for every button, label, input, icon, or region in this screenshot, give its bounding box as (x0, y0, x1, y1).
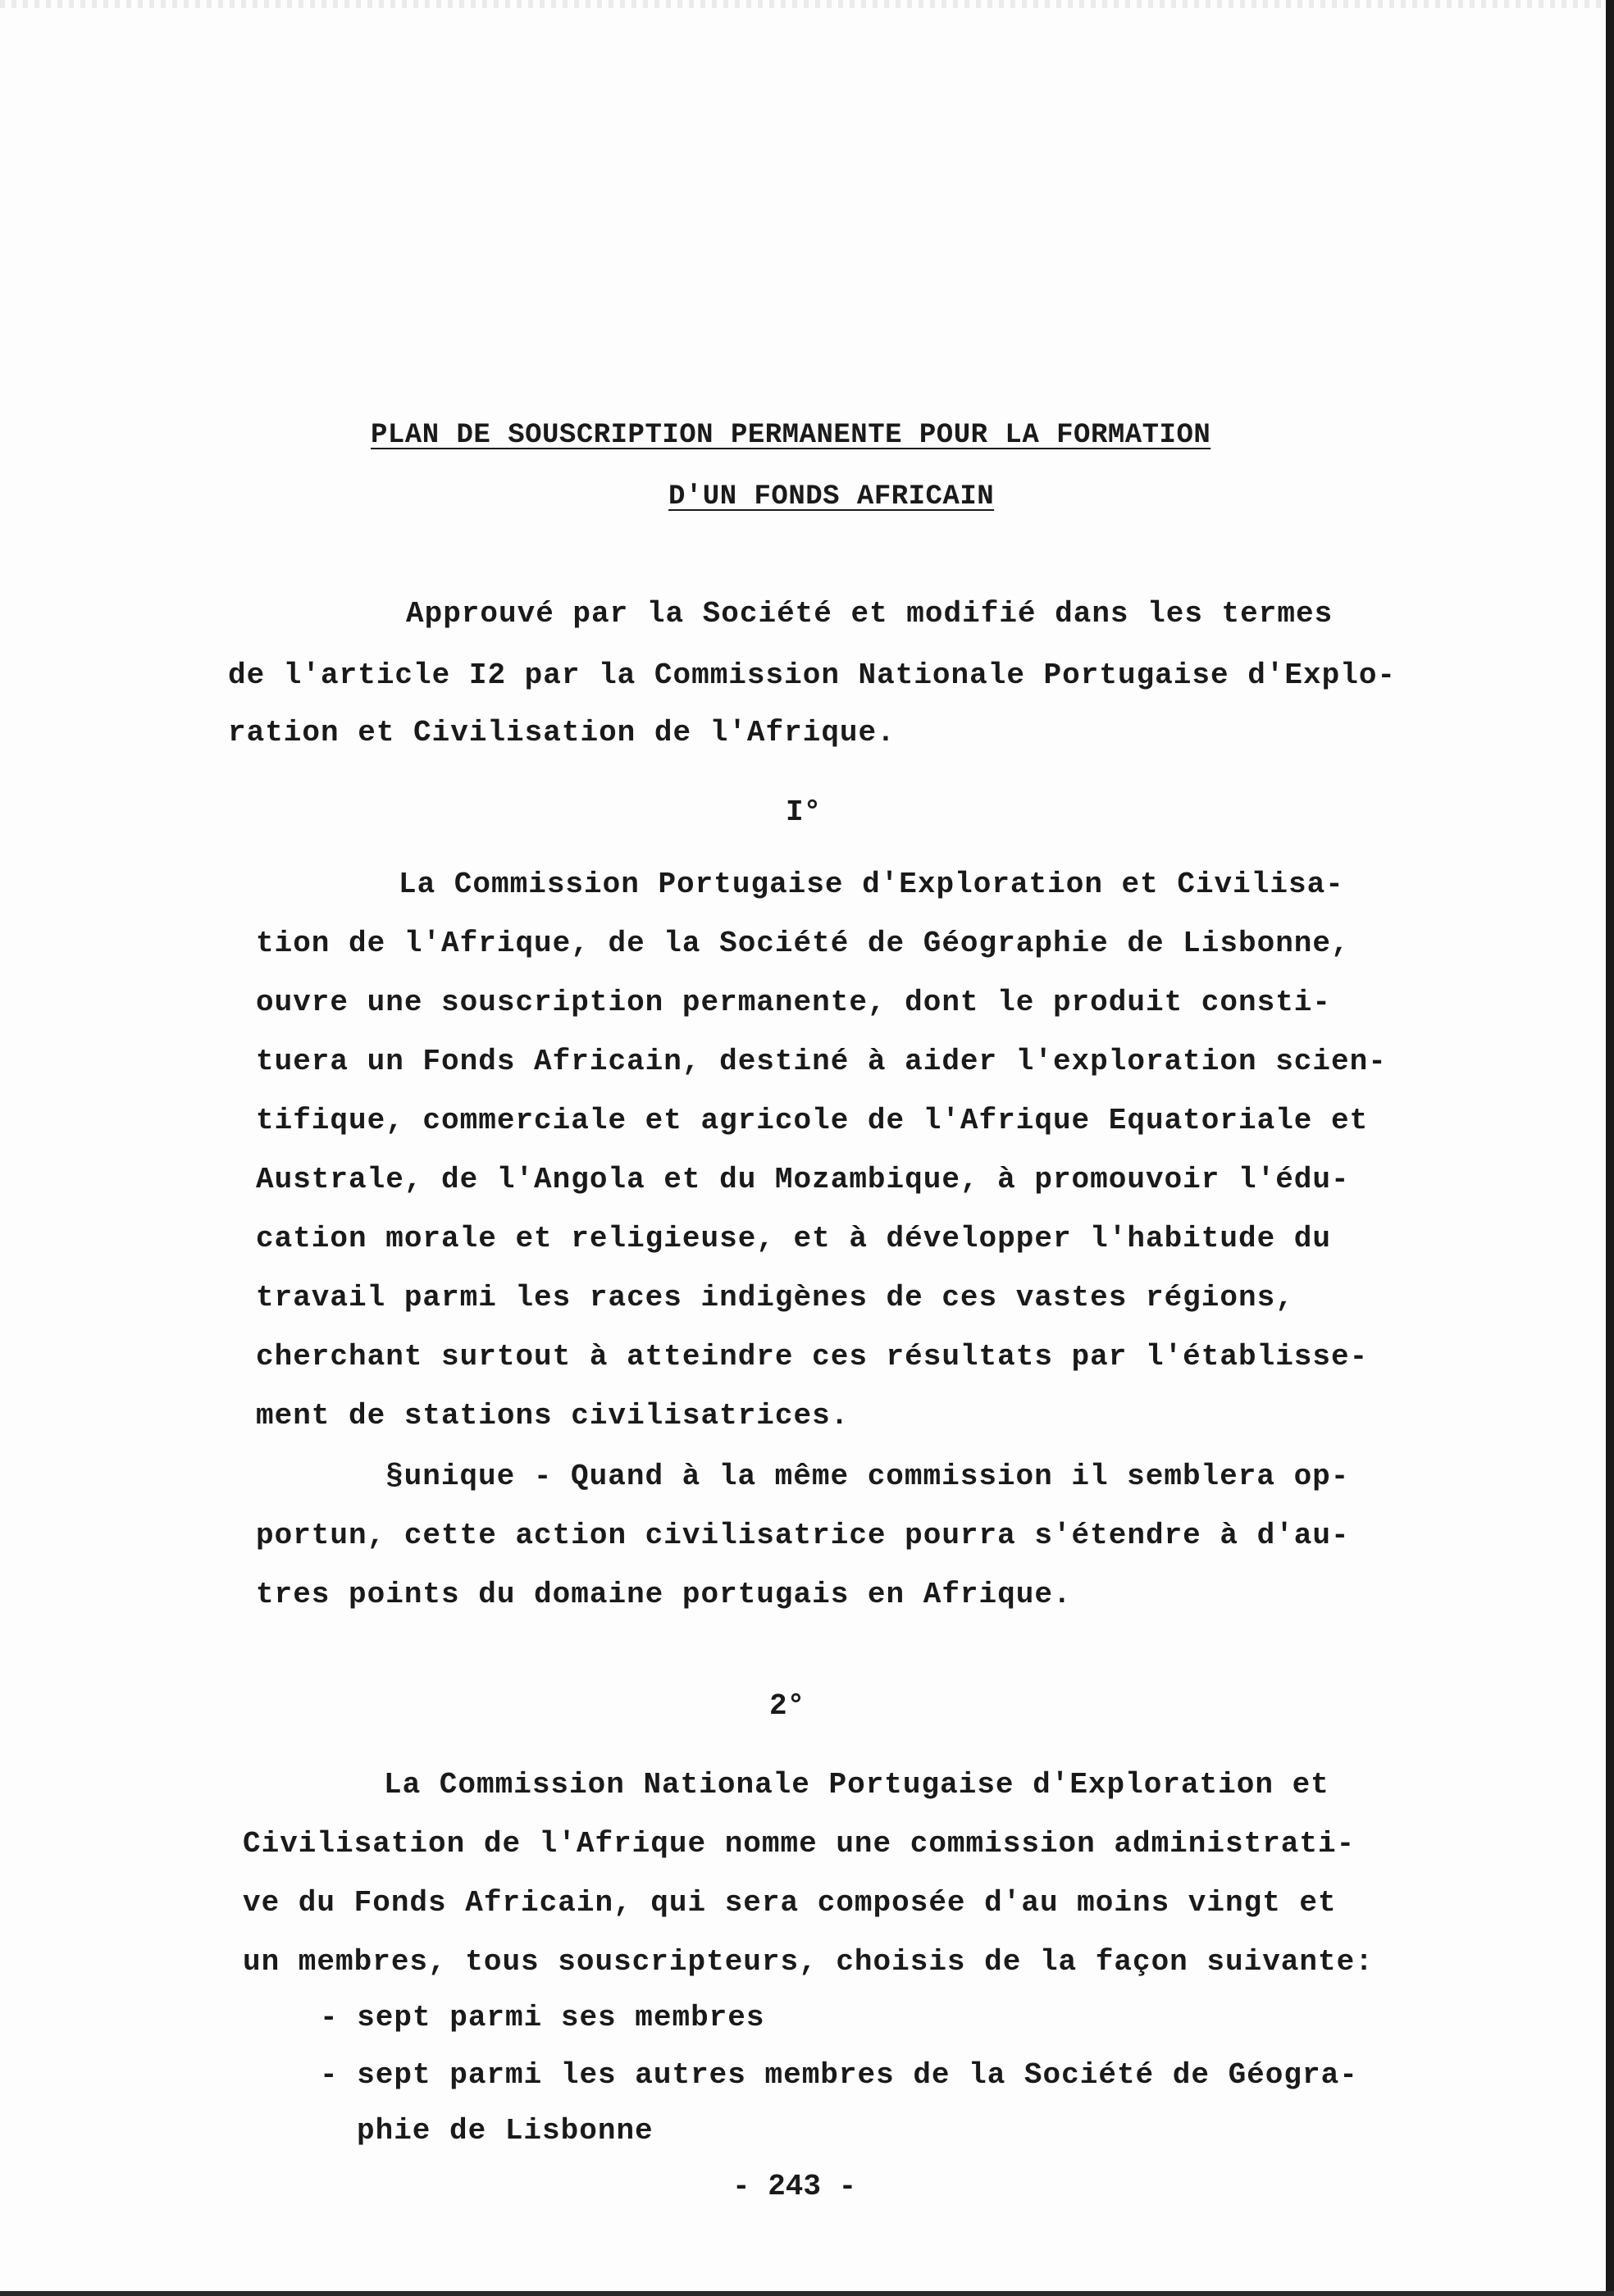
article-1-line-8: travail parmi les races indigènes de ces vastes régions, (256, 1281, 1294, 1314)
article-1-line-7: cation morale et religieuse, et à développer l'habitude du (256, 1222, 1332, 1255)
article-1-line-3: ouvre une souscription permanente, dont le produit consti- (256, 986, 1332, 1019)
article-2-number: 2° (769, 1689, 805, 1723)
document-title-line-1: PLAN DE SOUSCRIPTION PERMANENTE POUR LA FORMATION (371, 420, 1211, 451)
article-2-line-4: un membres, tous souscripteurs, choisis de la façon suivante: (243, 1945, 1374, 1979)
article-1-line-6: Australe, de l'Angola et du Mozambique, à promouvoir l'édu- (256, 1163, 1350, 1196)
article-2-line-1: La Commission Nationale Portugaise d'Exploration et (384, 1768, 1329, 1802)
intro-line-1: Approuvé par la Société et modifié dans les termes (406, 597, 1334, 631)
paragraph-symbol: § (385, 1460, 404, 1493)
article-1-line-5: tifique, commerciale et agricole de l'Afrique Equatoriale et (256, 1104, 1369, 1137)
page-number: - 243 - (732, 2170, 857, 2203)
scan-edge-bottom (0, 2291, 1614, 2296)
article-1-line-2: tion de l'Afrique, de la Société de Géographie de Lisbonne, (256, 927, 1350, 960)
article-2-list-item-2: - sept parmi les autres membres de la Société de Géogra- (320, 2058, 1358, 2092)
article-2-list-item-1: - sept parmi ses membres (320, 2001, 765, 2034)
scan-edge-right (1606, 0, 1614, 2296)
article-2-line-3: ve du Fonds Africain, qui sera composée d'au moins vingt et (243, 1886, 1337, 1920)
article-1-unique-line-2: portun, cette action civilisatrice pourra s'étendre à d'au- (256, 1519, 1350, 1552)
article-1-line-1: La Commission Portugaise d'Exploration et Civilisa- (399, 868, 1344, 901)
article-1-number: I° (786, 795, 822, 829)
unique-clause-text: unique - Quand à la même commission il semblera op- (404, 1460, 1350, 1493)
article-2-list-item-2-cont: phie de Lisbonne (357, 2114, 654, 2148)
intro-line-3: ration et Civilisation de l'Afrique. (228, 716, 896, 749)
article-1-line-10: ment de stations civilisatrices. (256, 1399, 850, 1433)
article-1-line-9: cherchant surtout à atteindre ces résultats par l'établisse- (256, 1340, 1369, 1374)
intro-line-2: de l'article I2 par la Commission Nationale Portugaise d'Explo- (228, 658, 1397, 692)
article-2-line-2: Civilisation de l'Afrique nomme une commission administrati- (243, 1827, 1356, 1861)
scan-edge-top (0, 0, 1614, 8)
article-1-line-4: tuera un Fonds Africain, destiné à aider l'exploration scien- (256, 1045, 1387, 1078)
article-1-unique-line-1 (385, 1460, 1349, 1493)
article-1-unique-line-3: tres points du domaine portugais en Afrique. (256, 1578, 1072, 1611)
document-title-line-2: D'UN FONDS AFRICAIN (668, 481, 995, 512)
